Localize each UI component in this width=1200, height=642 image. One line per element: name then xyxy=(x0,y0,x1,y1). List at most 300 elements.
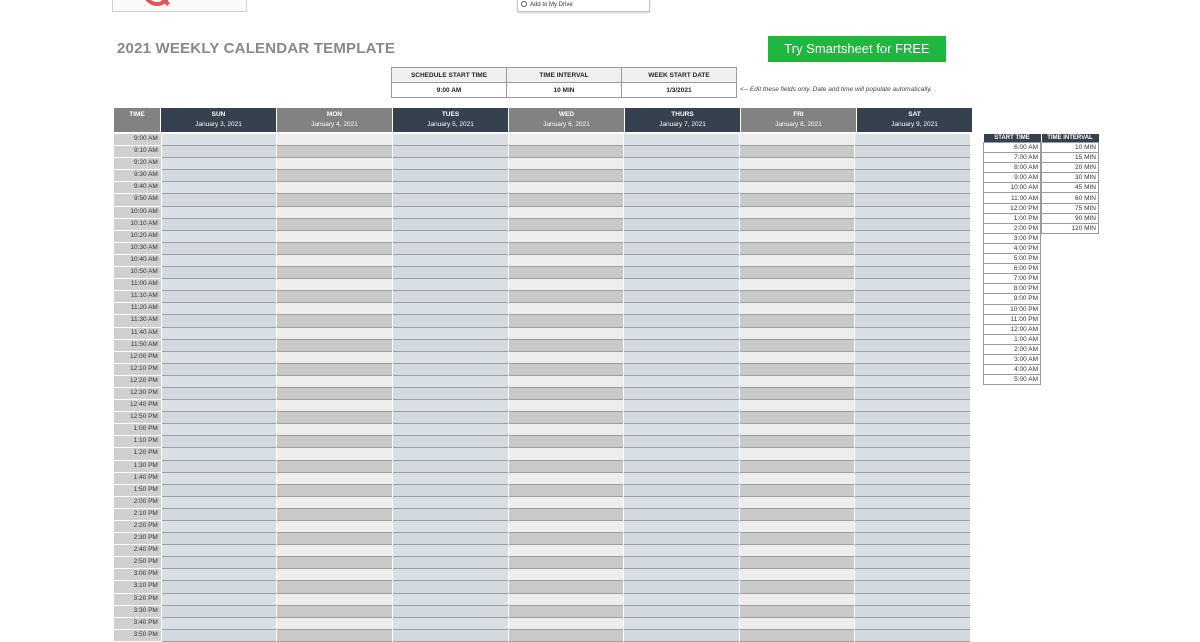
schedule-cell[interactable] xyxy=(624,509,739,521)
schedule-cell[interactable] xyxy=(740,388,855,400)
schedule-cell[interactable] xyxy=(277,291,392,303)
schedule-cell[interactable] xyxy=(509,618,624,630)
schedule-cell[interactable] xyxy=(277,606,392,618)
schedule-cell[interactable] xyxy=(509,436,624,448)
schedule-cell[interactable] xyxy=(740,436,855,448)
schedule-cell[interactable] xyxy=(624,533,739,545)
schedule-cell[interactable] xyxy=(740,328,855,340)
schedule-cell[interactable] xyxy=(509,279,624,291)
schedule-cell[interactable] xyxy=(509,630,624,642)
schedule-cell[interactable] xyxy=(740,146,855,158)
schedule-cell[interactable] xyxy=(740,448,855,460)
schedule-cell[interactable] xyxy=(277,436,392,448)
schedule-cell[interactable] xyxy=(855,618,970,630)
schedule-cell[interactable] xyxy=(393,194,508,206)
schedule-cell[interactable] xyxy=(624,569,739,581)
schedule-cell[interactable] xyxy=(855,194,970,206)
schedule-cell[interactable] xyxy=(393,557,508,569)
schedule-cell[interactable] xyxy=(855,473,970,485)
schedule-cell[interactable] xyxy=(740,521,855,533)
add-to-drive-menu-item[interactable] xyxy=(517,0,650,12)
schedule-cell[interactable] xyxy=(277,594,392,606)
schedule-cell[interactable] xyxy=(509,509,624,521)
schedule-cell[interactable] xyxy=(162,461,277,473)
schedule-cell[interactable] xyxy=(855,569,970,581)
schedule-cell[interactable] xyxy=(277,448,392,460)
schedule-cell[interactable] xyxy=(624,315,739,327)
schedule-cell[interactable] xyxy=(855,219,970,231)
schedule-cell[interactable] xyxy=(393,279,508,291)
schedule-cell[interactable] xyxy=(277,158,392,170)
schedule-cell[interactable] xyxy=(509,400,624,412)
schedule-cell[interactable] xyxy=(855,388,970,400)
schedule-cell[interactable] xyxy=(509,158,624,170)
schedule-cell[interactable] xyxy=(393,533,508,545)
schedule-cell[interactable] xyxy=(624,207,739,219)
schedule-cell[interactable] xyxy=(277,170,392,182)
schedule-cell[interactable] xyxy=(624,243,739,255)
schedule-cell[interactable] xyxy=(740,533,855,545)
schedule-cell[interactable] xyxy=(509,340,624,352)
time-interval-field[interactable]: 10 MIN xyxy=(507,83,622,98)
schedule-cell[interactable] xyxy=(277,400,392,412)
schedule-cell[interactable] xyxy=(162,376,277,388)
schedule-cell[interactable] xyxy=(277,509,392,521)
schedule-cell[interactable] xyxy=(393,170,508,182)
schedule-cell[interactable] xyxy=(393,364,508,376)
schedule-cell[interactable] xyxy=(624,231,739,243)
schedule-cell[interactable] xyxy=(509,243,624,255)
schedule-cell[interactable] xyxy=(509,594,624,606)
schedule-cell[interactable] xyxy=(740,630,855,642)
schedule-cell[interactable] xyxy=(162,134,277,146)
schedule-cell[interactable] xyxy=(162,618,277,630)
schedule-cell[interactable] xyxy=(162,291,277,303)
schedule-cell[interactable] xyxy=(277,545,392,557)
schedule-cell[interactable] xyxy=(624,618,739,630)
schedule-cell[interactable] xyxy=(162,606,277,618)
schedule-cell[interactable] xyxy=(855,606,970,618)
schedule-cell[interactable] xyxy=(740,340,855,352)
schedule-cell[interactable] xyxy=(393,219,508,231)
schedule-cell[interactable] xyxy=(277,231,392,243)
schedule-cell[interactable] xyxy=(740,400,855,412)
schedule-cell[interactable] xyxy=(509,219,624,231)
schedule-cell[interactable] xyxy=(162,557,277,569)
schedule-cell[interactable] xyxy=(277,485,392,497)
schedule-cell[interactable] xyxy=(393,376,508,388)
schedule-cell[interactable] xyxy=(855,364,970,376)
schedule-cell[interactable] xyxy=(162,279,277,291)
schedule-cell[interactable] xyxy=(277,243,392,255)
schedule-cell[interactable] xyxy=(162,533,277,545)
schedule-cell[interactable] xyxy=(162,255,277,267)
schedule-cell[interactable] xyxy=(277,182,392,194)
schedule-cell[interactable] xyxy=(509,303,624,315)
schedule-cell[interactable] xyxy=(393,545,508,557)
schedule-cell[interactable] xyxy=(740,461,855,473)
schedule-cell[interactable] xyxy=(509,448,624,460)
schedule-cell[interactable] xyxy=(740,255,855,267)
schedule-cell[interactable] xyxy=(162,545,277,557)
schedule-cell[interactable] xyxy=(624,485,739,497)
schedule-cell[interactable] xyxy=(855,594,970,606)
schedule-cell[interactable] xyxy=(509,581,624,593)
schedule-cell[interactable] xyxy=(393,340,508,352)
schedule-cell[interactable] xyxy=(509,315,624,327)
schedule-cell[interactable] xyxy=(509,134,624,146)
schedule-cell[interactable] xyxy=(393,606,508,618)
schedule-cell[interactable] xyxy=(509,231,624,243)
schedule-cell[interactable] xyxy=(393,485,508,497)
schedule-cell[interactable] xyxy=(509,557,624,569)
schedule-cell[interactable] xyxy=(855,243,970,255)
schedule-cell[interactable] xyxy=(855,461,970,473)
schedule-cell[interactable] xyxy=(509,569,624,581)
schedule-cell[interactable] xyxy=(393,207,508,219)
schedule-cell[interactable] xyxy=(855,521,970,533)
schedule-cell[interactable] xyxy=(740,618,855,630)
schedule-cell[interactable] xyxy=(740,158,855,170)
schedule-cell[interactable] xyxy=(855,146,970,158)
schedule-cell[interactable] xyxy=(277,134,392,146)
schedule-cell[interactable] xyxy=(509,255,624,267)
schedule-cell[interactable] xyxy=(740,364,855,376)
schedule-cell[interactable] xyxy=(740,134,855,146)
schedule-cell[interactable] xyxy=(393,509,508,521)
schedule-cell[interactable] xyxy=(509,461,624,473)
schedule-cell[interactable] xyxy=(624,521,739,533)
schedule-cell[interactable] xyxy=(740,170,855,182)
schedule-cell[interactable] xyxy=(624,279,739,291)
schedule-cell[interactable] xyxy=(277,521,392,533)
schedule-cell[interactable] xyxy=(855,170,970,182)
schedule-cell[interactable] xyxy=(624,194,739,206)
schedule-cell[interactable] xyxy=(740,594,855,606)
schedule-cell[interactable] xyxy=(509,545,624,557)
schedule-cell[interactable] xyxy=(277,315,392,327)
start-time-option: 4:00 PM xyxy=(984,243,1041,253)
schedule-cell[interactable] xyxy=(509,364,624,376)
schedule-cell[interactable] xyxy=(162,569,277,581)
schedule-cell[interactable] xyxy=(624,340,739,352)
schedule-cell[interactable] xyxy=(393,497,508,509)
schedule-cell[interactable] xyxy=(855,182,970,194)
schedule-cell[interactable] xyxy=(162,594,277,606)
schedule-cell[interactable] xyxy=(855,436,970,448)
schedule-cell[interactable] xyxy=(624,581,739,593)
schedule-cell[interactable] xyxy=(624,606,739,618)
schedule-cell[interactable] xyxy=(624,364,739,376)
schedule-start-time-field[interactable]: 9:00 AM xyxy=(392,83,507,98)
schedule-cell[interactable] xyxy=(624,303,739,315)
schedule-cell[interactable] xyxy=(855,328,970,340)
schedule-cell[interactable] xyxy=(162,388,277,400)
schedule-cell[interactable] xyxy=(162,364,277,376)
schedule-cell[interactable] xyxy=(277,364,392,376)
schedule-cell[interactable] xyxy=(740,557,855,569)
schedule-cell[interactable] xyxy=(393,388,508,400)
schedule-cell[interactable] xyxy=(162,521,277,533)
schedule-cell[interactable] xyxy=(509,328,624,340)
schedule-cell[interactable] xyxy=(740,473,855,485)
schedule-cell[interactable] xyxy=(624,352,739,364)
schedule-cell[interactable] xyxy=(277,328,392,340)
schedule-cell[interactable] xyxy=(509,170,624,182)
schedule-cell[interactable] xyxy=(162,231,277,243)
schedule-cell[interactable] xyxy=(740,569,855,581)
schedule-cell[interactable] xyxy=(740,376,855,388)
schedule-cell[interactable] xyxy=(277,279,392,291)
schedule-cell[interactable] xyxy=(855,509,970,521)
schedule-cell[interactable] xyxy=(393,521,508,533)
schedule-cell[interactable] xyxy=(740,194,855,206)
schedule-cell[interactable] xyxy=(393,255,508,267)
schedule-cell[interactable] xyxy=(624,473,739,485)
schedule-cell[interactable] xyxy=(624,630,739,642)
schedule-cell[interactable] xyxy=(162,340,277,352)
schedule-cell[interactable] xyxy=(624,267,739,279)
schedule-cell[interactable] xyxy=(393,231,508,243)
schedule-cell[interactable] xyxy=(277,461,392,473)
schedule-cell[interactable] xyxy=(509,194,624,206)
schedule-cell[interactable] xyxy=(855,134,970,146)
schedule-cell[interactable] xyxy=(855,400,970,412)
schedule-cell[interactable] xyxy=(624,436,739,448)
schedule-cell[interactable] xyxy=(509,497,624,509)
schedule-cell[interactable] xyxy=(393,630,508,642)
schedule-cell[interactable] xyxy=(393,473,508,485)
schedule-cell[interactable] xyxy=(162,207,277,219)
schedule-cell[interactable] xyxy=(162,170,277,182)
schedule-cell[interactable] xyxy=(162,328,277,340)
schedule-cell[interactable] xyxy=(277,194,392,206)
schedule-cell[interactable] xyxy=(740,291,855,303)
schedule-cell[interactable] xyxy=(624,412,739,424)
schedule-cell[interactable] xyxy=(509,424,624,436)
schedule-cell[interactable] xyxy=(740,352,855,364)
schedule-cell[interactable] xyxy=(277,255,392,267)
schedule-cell[interactable] xyxy=(393,146,508,158)
schedule-cell[interactable] xyxy=(624,328,739,340)
schedule-cell[interactable] xyxy=(162,412,277,424)
schedule-cell[interactable] xyxy=(162,400,277,412)
schedule-cell[interactable] xyxy=(624,388,739,400)
schedule-cell[interactable] xyxy=(855,231,970,243)
schedule-cell[interactable] xyxy=(740,267,855,279)
schedule-cell[interactable] xyxy=(277,219,392,231)
week-start-date-field[interactable]: 1/3/2021 xyxy=(622,83,737,98)
schedule-cell[interactable] xyxy=(162,315,277,327)
schedule-cell[interactable] xyxy=(740,485,855,497)
schedule-cell[interactable] xyxy=(162,424,277,436)
schedule-cell[interactable] xyxy=(277,630,392,642)
schedule-cell[interactable] xyxy=(393,412,508,424)
schedule-cell[interactable] xyxy=(162,182,277,194)
schedule-cell[interactable] xyxy=(393,581,508,593)
schedule-cell[interactable] xyxy=(740,424,855,436)
schedule-cell[interactable] xyxy=(277,569,392,581)
schedule-cell[interactable] xyxy=(393,243,508,255)
schedule-cell[interactable] xyxy=(509,606,624,618)
schedule-cell[interactable] xyxy=(740,581,855,593)
schedule-cell[interactable] xyxy=(162,509,277,521)
schedule-cell[interactable] xyxy=(855,448,970,460)
schedule-cell[interactable] xyxy=(855,207,970,219)
schedule-cell[interactable] xyxy=(624,255,739,267)
schedule-cell[interactable] xyxy=(277,618,392,630)
schedule-cell[interactable] xyxy=(624,146,739,158)
schedule-cell[interactable] xyxy=(855,424,970,436)
schedule-cell[interactable] xyxy=(393,134,508,146)
schedule-cell[interactable] xyxy=(277,267,392,279)
schedule-cell[interactable] xyxy=(624,545,739,557)
schedule-cell[interactable] xyxy=(624,557,739,569)
schedule-cell[interactable] xyxy=(624,448,739,460)
schedule-cell[interactable] xyxy=(624,497,739,509)
schedule-cell[interactable] xyxy=(277,146,392,158)
schedule-cell[interactable] xyxy=(509,352,624,364)
schedule-cell[interactable] xyxy=(393,424,508,436)
schedule-cell[interactable] xyxy=(509,267,624,279)
schedule-cell[interactable] xyxy=(624,182,739,194)
schedule-cell[interactable] xyxy=(855,279,970,291)
schedule-cell[interactable] xyxy=(277,303,392,315)
schedule-cell[interactable] xyxy=(740,497,855,509)
schedule-cell[interactable] xyxy=(740,412,855,424)
schedule-cell[interactable] xyxy=(624,219,739,231)
schedule-cell[interactable] xyxy=(855,303,970,315)
schedule-cell[interactable] xyxy=(855,376,970,388)
schedule-cell[interactable] xyxy=(277,497,392,509)
schedule-cell[interactable] xyxy=(162,243,277,255)
schedule-cell[interactable] xyxy=(740,279,855,291)
schedule-cell[interactable] xyxy=(277,473,392,485)
schedule-cell[interactable] xyxy=(509,485,624,497)
schedule-cell[interactable] xyxy=(277,352,392,364)
schedule-cell[interactable] xyxy=(393,400,508,412)
schedule-cell[interactable] xyxy=(740,303,855,315)
schedule-cell[interactable] xyxy=(393,315,508,327)
schedule-cell[interactable] xyxy=(509,388,624,400)
schedule-cell[interactable] xyxy=(740,182,855,194)
schedule-cell[interactable] xyxy=(162,219,277,231)
schedule-cell[interactable] xyxy=(162,448,277,460)
schedule-cell[interactable] xyxy=(393,594,508,606)
schedule-cell[interactable] xyxy=(855,291,970,303)
schedule-cell[interactable] xyxy=(509,291,624,303)
schedule-cell[interactable] xyxy=(855,340,970,352)
schedule-cell[interactable] xyxy=(277,557,392,569)
schedule-cell[interactable] xyxy=(740,509,855,521)
schedule-cell[interactable] xyxy=(393,267,508,279)
schedule-cell[interactable] xyxy=(740,219,855,231)
schedule-cell[interactable] xyxy=(162,303,277,315)
schedule-cell[interactable] xyxy=(277,207,392,219)
schedule-cell[interactable] xyxy=(509,521,624,533)
schedule-cell[interactable] xyxy=(855,485,970,497)
schedule-cell[interactable] xyxy=(277,412,392,424)
schedule-cell[interactable] xyxy=(393,352,508,364)
schedule-cell[interactable] xyxy=(855,255,970,267)
schedule-cell[interactable] xyxy=(855,630,970,642)
schedule-cell[interactable] xyxy=(855,352,970,364)
schedule-cell[interactable] xyxy=(855,497,970,509)
schedule-cell[interactable] xyxy=(393,182,508,194)
schedule-cell[interactable] xyxy=(624,461,739,473)
schedule-cell[interactable] xyxy=(624,291,739,303)
schedule-cell[interactable] xyxy=(277,376,392,388)
schedule-cell[interactable] xyxy=(277,581,392,593)
schedule-cell[interactable] xyxy=(509,412,624,424)
schedule-cell[interactable] xyxy=(509,146,624,158)
schedule-cell[interactable] xyxy=(162,581,277,593)
schedule-cell[interactable] xyxy=(855,533,970,545)
schedule-cell[interactable] xyxy=(855,557,970,569)
schedule-cell[interactable] xyxy=(162,485,277,497)
schedule-cell[interactable] xyxy=(162,630,277,642)
schedule-cell[interactable] xyxy=(855,412,970,424)
schedule-cell[interactable] xyxy=(162,194,277,206)
schedule-cell[interactable] xyxy=(393,569,508,581)
schedule-cell[interactable] xyxy=(393,448,508,460)
schedule-cell[interactable] xyxy=(740,207,855,219)
try-smartsheet-button[interactable]: Try Smartsheet for FREE xyxy=(768,36,946,62)
schedule-cell[interactable] xyxy=(393,618,508,630)
schedule-cell[interactable] xyxy=(162,158,277,170)
schedule-cell[interactable] xyxy=(855,581,970,593)
schedule-cell[interactable] xyxy=(393,436,508,448)
schedule-cell[interactable] xyxy=(740,606,855,618)
schedule-cell[interactable] xyxy=(624,376,739,388)
schedule-cell[interactable] xyxy=(509,473,624,485)
schedule-cell[interactable] xyxy=(277,340,392,352)
schedule-cell[interactable] xyxy=(393,291,508,303)
schedule-cell[interactable] xyxy=(162,267,277,279)
schedule-cell[interactable] xyxy=(624,158,739,170)
schedule-cell[interactable] xyxy=(624,134,739,146)
schedule-cell[interactable] xyxy=(509,207,624,219)
schedule-cell[interactable] xyxy=(740,545,855,557)
schedule-cell[interactable] xyxy=(277,388,392,400)
schedule-cell[interactable] xyxy=(624,170,739,182)
schedule-cell[interactable] xyxy=(740,243,855,255)
schedule-cell[interactable] xyxy=(393,303,508,315)
schedule-cell[interactable] xyxy=(624,594,739,606)
schedule-cell[interactable] xyxy=(277,533,392,545)
schedule-cell[interactable] xyxy=(162,473,277,485)
schedule-cell[interactable] xyxy=(855,158,970,170)
schedule-cell[interactable] xyxy=(624,400,739,412)
schedule-cell[interactable] xyxy=(162,352,277,364)
schedule-cell[interactable] xyxy=(393,461,508,473)
schedule-cell[interactable] xyxy=(509,376,624,388)
schedule-cell[interactable] xyxy=(162,436,277,448)
schedule-cell[interactable] xyxy=(393,158,508,170)
schedule-cell[interactable] xyxy=(855,315,970,327)
schedule-cell[interactable] xyxy=(277,424,392,436)
schedule-cell[interactable] xyxy=(855,545,970,557)
schedule-cell[interactable] xyxy=(509,182,624,194)
schedule-cell[interactable] xyxy=(509,533,624,545)
schedule-cell[interactable] xyxy=(624,424,739,436)
schedule-cell[interactable] xyxy=(162,497,277,509)
schedule-cell[interactable] xyxy=(162,146,277,158)
schedule-cell[interactable] xyxy=(740,231,855,243)
schedule-cell[interactable] xyxy=(393,328,508,340)
schedule-cell[interactable] xyxy=(740,315,855,327)
schedule-cell[interactable] xyxy=(855,267,970,279)
